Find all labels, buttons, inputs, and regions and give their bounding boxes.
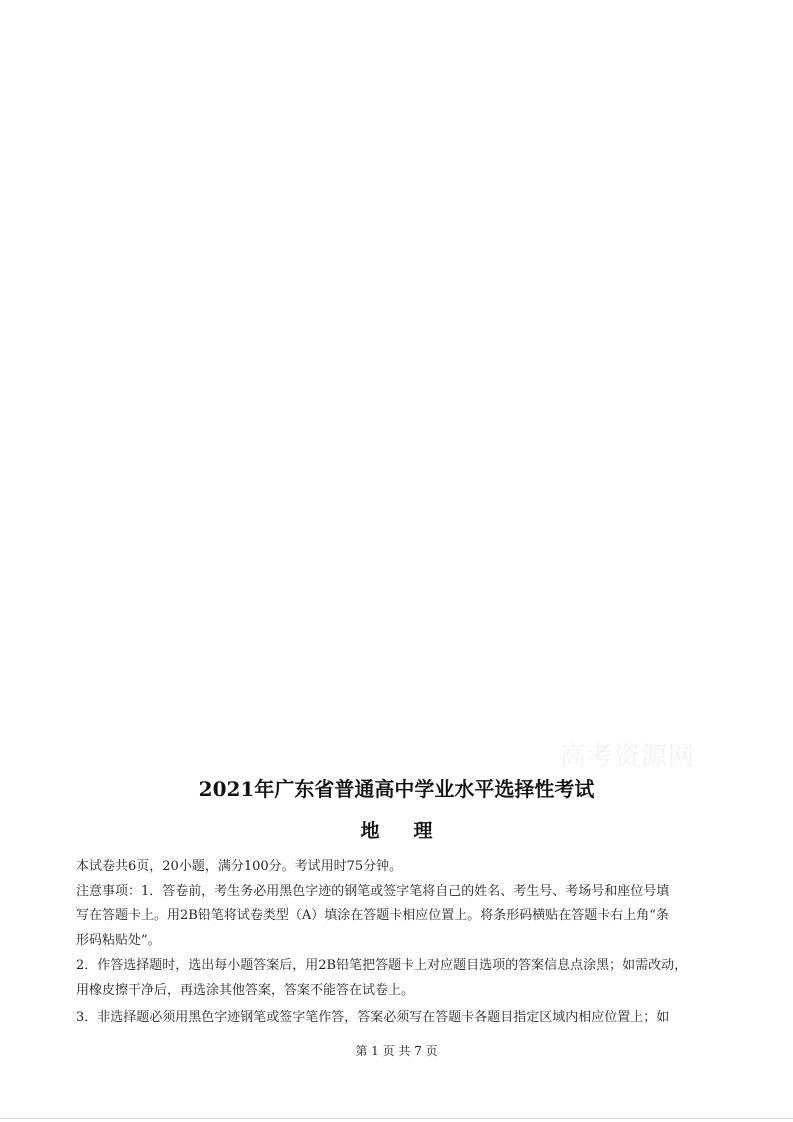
subject-char-1: 地 — [360, 820, 380, 842]
notice-line-4: 2．作答选择题时，选出每小题答案后，用2B铅笔把答题卡上对应题目选项的答案信息点涂黑；如需改动， — [76, 958, 688, 973]
notice-line-6: 3．非选择题必须用黑色字迹钢笔或签字笔作答，答案必须写在答题卡各题目指定区域内相应位置上；如 — [76, 1010, 670, 1025]
page-number: 第 1 页 共 7 页 — [355, 1044, 438, 1058]
notice-line-2: 写在答题卡上。用2B铅笔将试卷类型（A）填涂在答题卡相应位置上。将条形码横贴在答题卡右上角“条 — [76, 908, 669, 923]
watermark-text: 高考资源网 — [560, 742, 696, 772]
notice-line-1: 注意事项：1．答卷前，考生务必用黑色字迹的钢笔或签字笔将自己的姓名、考生号、考场号和座位号填 — [76, 884, 670, 899]
notice-line-5: 用橡皮擦干净后，再选涂其他答案，答案不能答在试卷上。 — [76, 983, 415, 998]
subject-char-2: 理 — [413, 820, 433, 842]
notice-line-3: 形码粘贴处”。 — [76, 933, 161, 948]
exam-info-line: 本试卷共6页，20小题，满分100分。考试用时75分钟。 — [76, 859, 403, 874]
exam-title: 2021年广东省普通高中学业水平选择性考试 — [198, 777, 595, 801]
page-bottom-divider — [0, 1118, 793, 1119]
subject-heading — [0, 816, 793, 846]
